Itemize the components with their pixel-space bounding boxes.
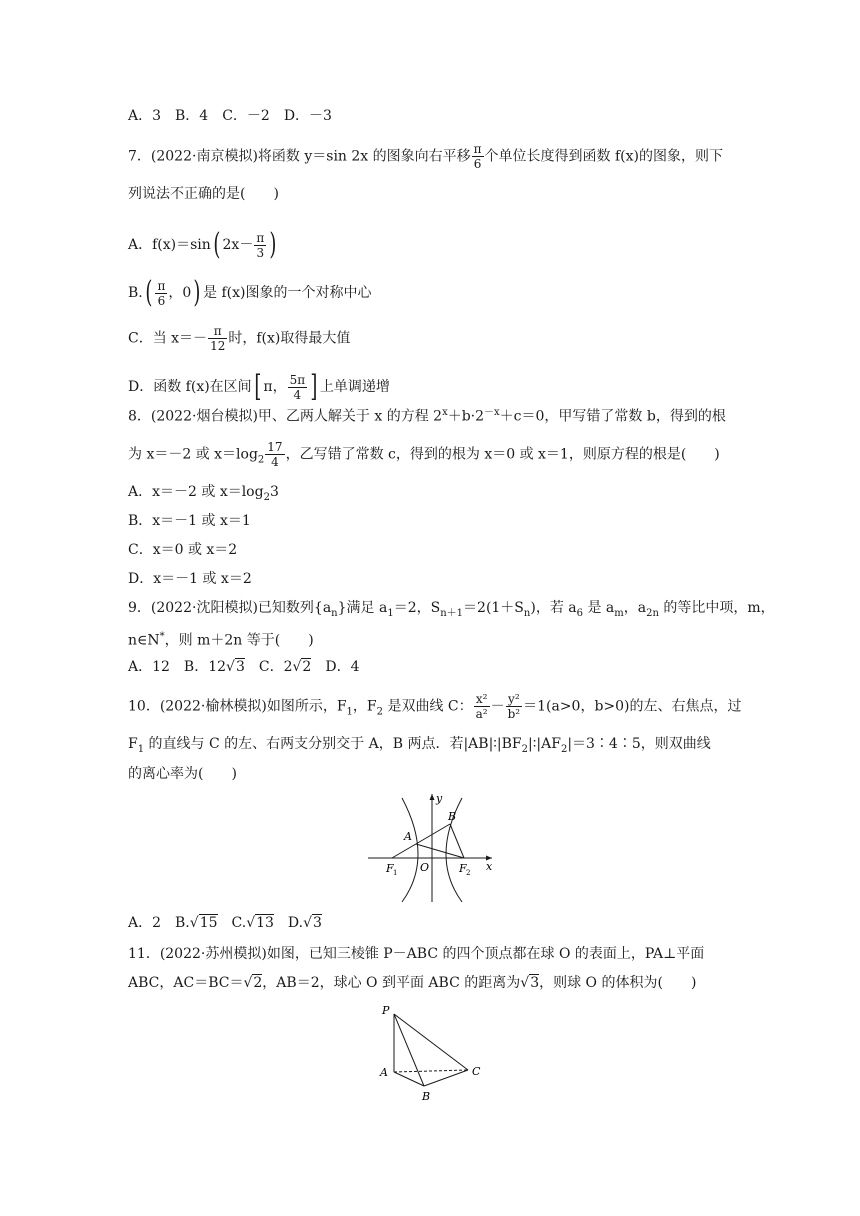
svg-text:2: 2	[466, 869, 471, 877]
fig-label-p: P	[382, 1004, 390, 1017]
q8-option-d: D．x＝－1 或 x＝2	[128, 571, 252, 587]
fig-label-x: x	[486, 860, 493, 873]
q7-stem-line1: 7．(2022·南京模拟)将函数 y＝sin 2x 的图象向右平移 $\frac{\pi}{6}$ 个单位长度得到函数 f(x)的图象，则下	[128, 142, 723, 171]
q9-stem-line1: 9．(2022·沈阳模拟)已知数列$\{a_n\}$满足 $a_1=2$，$S_{n+1}=2(1+S_n)$，若 $a_6$ 是 $a_m$，$a_{2n}$ 的等比中项，m，	[128, 600, 775, 619]
q8-option-c: C．x＝0 或 x＝2	[128, 542, 238, 558]
fig-label-f1: F	[386, 862, 394, 875]
q8-stem-line2: 为 x＝－2 或 $x=\log_2$ $\frac{17}{4}$ ，乙写错了常数 c，得到的根为 x＝0 或 x＝1，则原方程的根是( )	[128, 440, 720, 469]
q10-stem-line2: $F_1$ 的直线与 C 的左、右两支分别交于 A，B 两点．若$|AB|∶|BF_2|∶|AF_2|=3∶4∶5$，则双曲线	[128, 736, 711, 755]
q7-stem-line2: 列说法不正确的是( )	[128, 186, 279, 202]
fig-label-a: A	[404, 830, 412, 843]
q7-option-c: C．当 x＝－ $\frac{\pi}{12}$ 时，f(x)取得最大值	[128, 324, 351, 353]
fig-label-o: O	[420, 861, 430, 874]
fig-label-y: y	[436, 792, 443, 805]
q10-stem-line3: 的离心率为( )	[128, 766, 237, 782]
q6-options: A．3 B．4 C．－2 D．－3	[128, 108, 332, 124]
fig-label-b: B	[448, 810, 457, 823]
q10-options: A．2 B.√15 C.√13 D.√3	[128, 915, 322, 931]
q11-stem-line2: ABC，AC＝BC＝√2，AB＝2，球心 O 到平面 ABC 的距离为√3，则球 O 的体积为( )	[128, 975, 697, 991]
q10-hyperbola-figure	[360, 790, 500, 910]
q7-option-d: D．函数 f(x)在区间[ π， $\frac{5\pi}{4}$ ] 上单调递增	[128, 369, 390, 404]
q7-option-a: A．f(x)＝sin( 2x－ $\frac{\pi}{3}$ )	[128, 227, 277, 262]
q10-stem-line1: 10．(2022·榆林模拟)如图所示，$F_1$，$F_2$ 是双曲线 C： $\frac{\text{x²}}{\text{a²}}$ － $\frac{\text{y²}}{\text{b²}}$ ＝1(a>0，b>0)的左、右焦点，过	[128, 692, 742, 721]
svg-text:1: 1	[393, 869, 398, 877]
fig-label-a: A	[380, 1066, 388, 1079]
q8-stem-line1: 8．(2022·烟台模拟)甲、乙两人解关于 x 的方程 $2^x+b\cdot 2^{-x}+c=0$，甲写错了常数 b，得到的根	[128, 407, 726, 425]
q11-stem-line1: 11．(2022·苏州模拟)如图，已知三棱锥 P－ABC 的四个顶点都在球 O 的表面上，PA⊥平面	[128, 946, 705, 962]
q7-fraction: $\frac{\pi}{6}$	[473, 142, 482, 171]
fig-label-b: B	[422, 1090, 431, 1103]
fig-label-f2: F	[459, 862, 467, 875]
q7-option-b: B.( $\frac{\pi}{6}$ ，0) 是 f(x)图象的一个对称中心	[128, 275, 372, 310]
q8-option-a: A．x＝－2 或 $x=\log_23$	[128, 484, 279, 503]
fig-label-c: C	[472, 1065, 481, 1078]
q9-options: A．12 B．12√3 C．2√2 D．4	[128, 659, 360, 675]
q9-stem-line2: n∈N*，则 m＋2n 等于( )	[128, 631, 314, 649]
q11-pyramid-figure	[372, 1000, 492, 1104]
q8-option-b: B．x＝－1 或 x＝1	[128, 513, 251, 529]
